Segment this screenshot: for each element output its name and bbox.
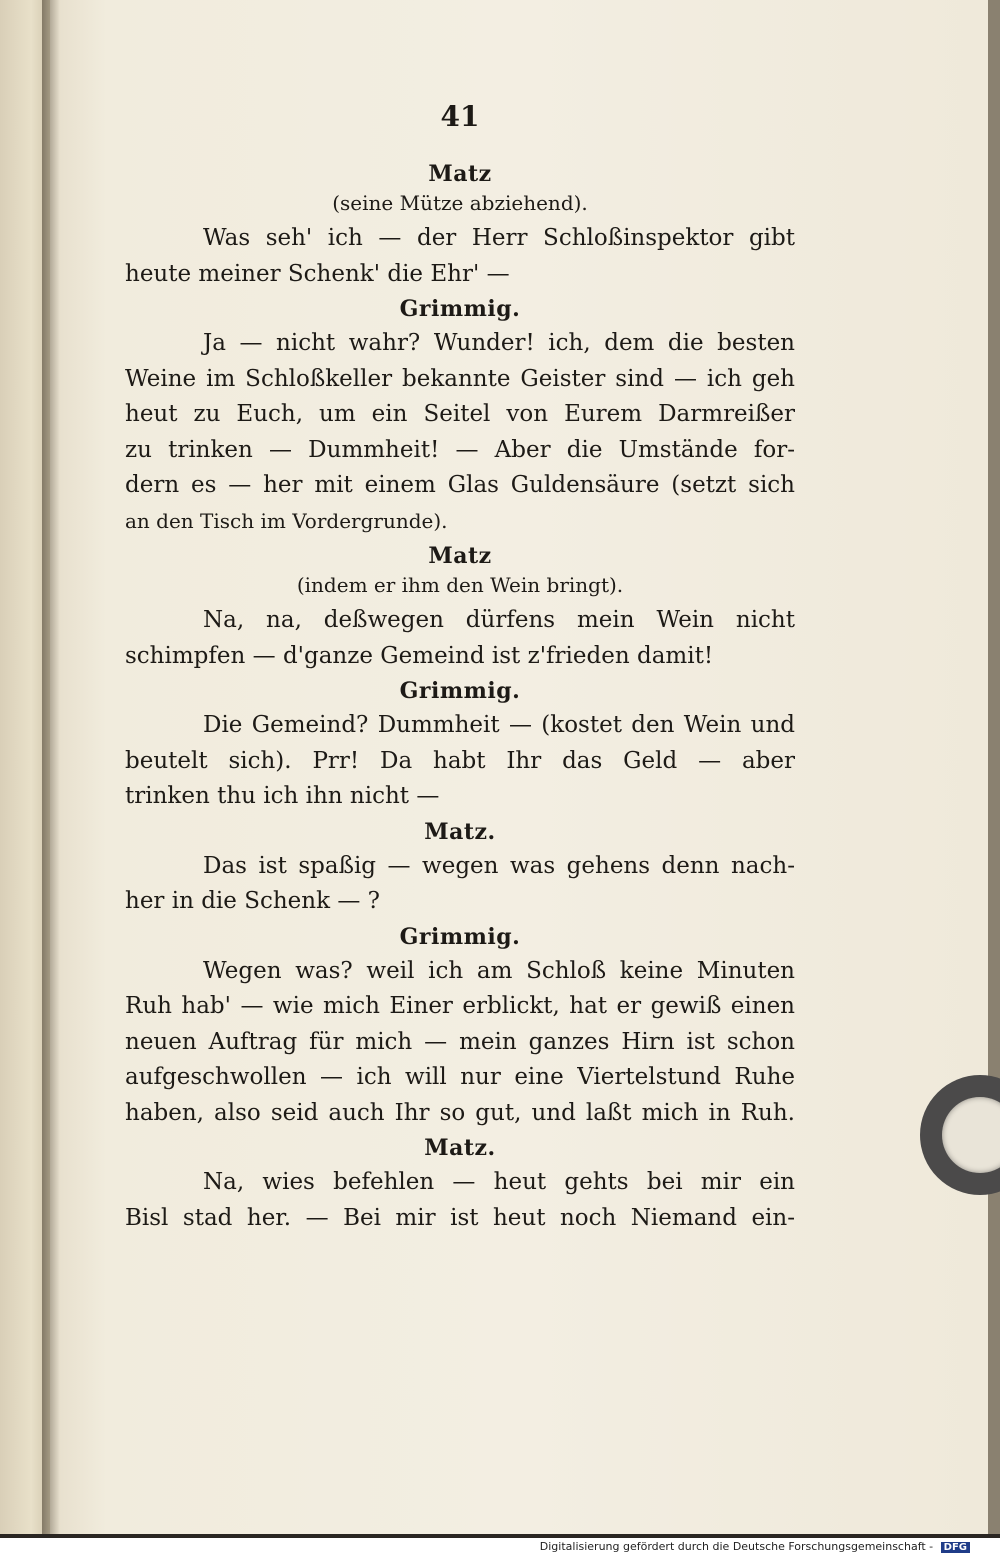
text-line: Na, na, deßwegen dürfens mein Wein nicht xyxy=(203,607,795,633)
text-line: her in die Schenk — ? xyxy=(125,888,380,914)
text-line: Na, wies befehlen — heut gehts bei mir ein xyxy=(203,1169,795,1195)
text-line: an den Tisch im Vordergrunde). xyxy=(125,508,448,533)
speaker-name: Grimmig. xyxy=(399,678,521,704)
speaker-name: Grimmig. xyxy=(399,296,521,322)
page-clip xyxy=(920,1075,1000,1195)
dfg-logo: DFG xyxy=(941,1542,970,1553)
book-gutter xyxy=(42,0,60,1534)
stage-direction: (indem er ihm den Wein bringt). xyxy=(296,573,624,597)
text-line: heut zu Euch, um ein Seitel von Eurem Darmreißer xyxy=(125,401,795,427)
text-line: Ja — nicht wahr? Wunder! ich, dem die besten xyxy=(203,330,795,356)
text-line: Bisl stad her. — Bei mir ist heut noch Niemand ein- xyxy=(125,1204,795,1231)
text-line: Ruh hab' — wie mich Einer erblickt, hat er gewiß einen xyxy=(125,993,795,1019)
text-line: trinken thu ich ihn nicht — xyxy=(125,783,440,809)
stage-direction: (seine Mütze abziehend). xyxy=(332,191,588,215)
text-line: heute meiner Schenk' die Ehr' — xyxy=(125,260,510,287)
speaker-name: Matz xyxy=(428,543,492,569)
text-line: aufgeschwollen — ich will nur eine Viertelstund Ruhe xyxy=(125,1064,795,1090)
text-line: Was seh' ich — der Herr Schloßinspektor gibt xyxy=(203,225,795,251)
text-line: dern es — her mit einem Glas Guldensäure (setzt sich xyxy=(125,472,795,498)
speaker-name: Matz. xyxy=(424,1135,496,1161)
text-line: Die Gemeind? Dummheit — (kostet den Wein und xyxy=(203,712,795,738)
page-text xyxy=(125,100,795,1236)
speaker-name: Grimmig. xyxy=(399,923,521,950)
page-stack-edge xyxy=(988,0,1000,1534)
speaker-name: Matz. xyxy=(424,818,496,845)
text-blocks xyxy=(125,161,795,1236)
page-number: 41 xyxy=(440,100,480,133)
text-line: Wegen was? weil ich am Schloß keine Minuten xyxy=(203,957,795,984)
text-line: Weine im Schloßkeller bekannte Geister sind — ich geh xyxy=(125,365,795,392)
text-line: beutelt sich). Prr! Da habt Ihr das Geld — aber xyxy=(125,747,795,774)
text-line: schimpfen — d'ganze Gemeind ist z'frieden damit! xyxy=(125,642,714,669)
credit-text: Digitalisierung gefördert durch die Deutsche Forschungsgemeinschaft - xyxy=(539,1540,934,1553)
text-line: haben, also seid auch Ihr so gut, und laßt mich in Ruh. xyxy=(125,1099,795,1126)
speaker-name: Matz xyxy=(428,161,492,187)
text-line: Das ist spaßig — wegen was gehens denn nach- xyxy=(203,852,795,879)
digitization-credit xyxy=(540,1540,970,1553)
text-line: zu trinken — Dummheit! — Aber die Umstände for- xyxy=(125,436,795,463)
text-line: neuen Auftrag für mich — mein ganzes Hirn ist schon xyxy=(125,1028,795,1055)
